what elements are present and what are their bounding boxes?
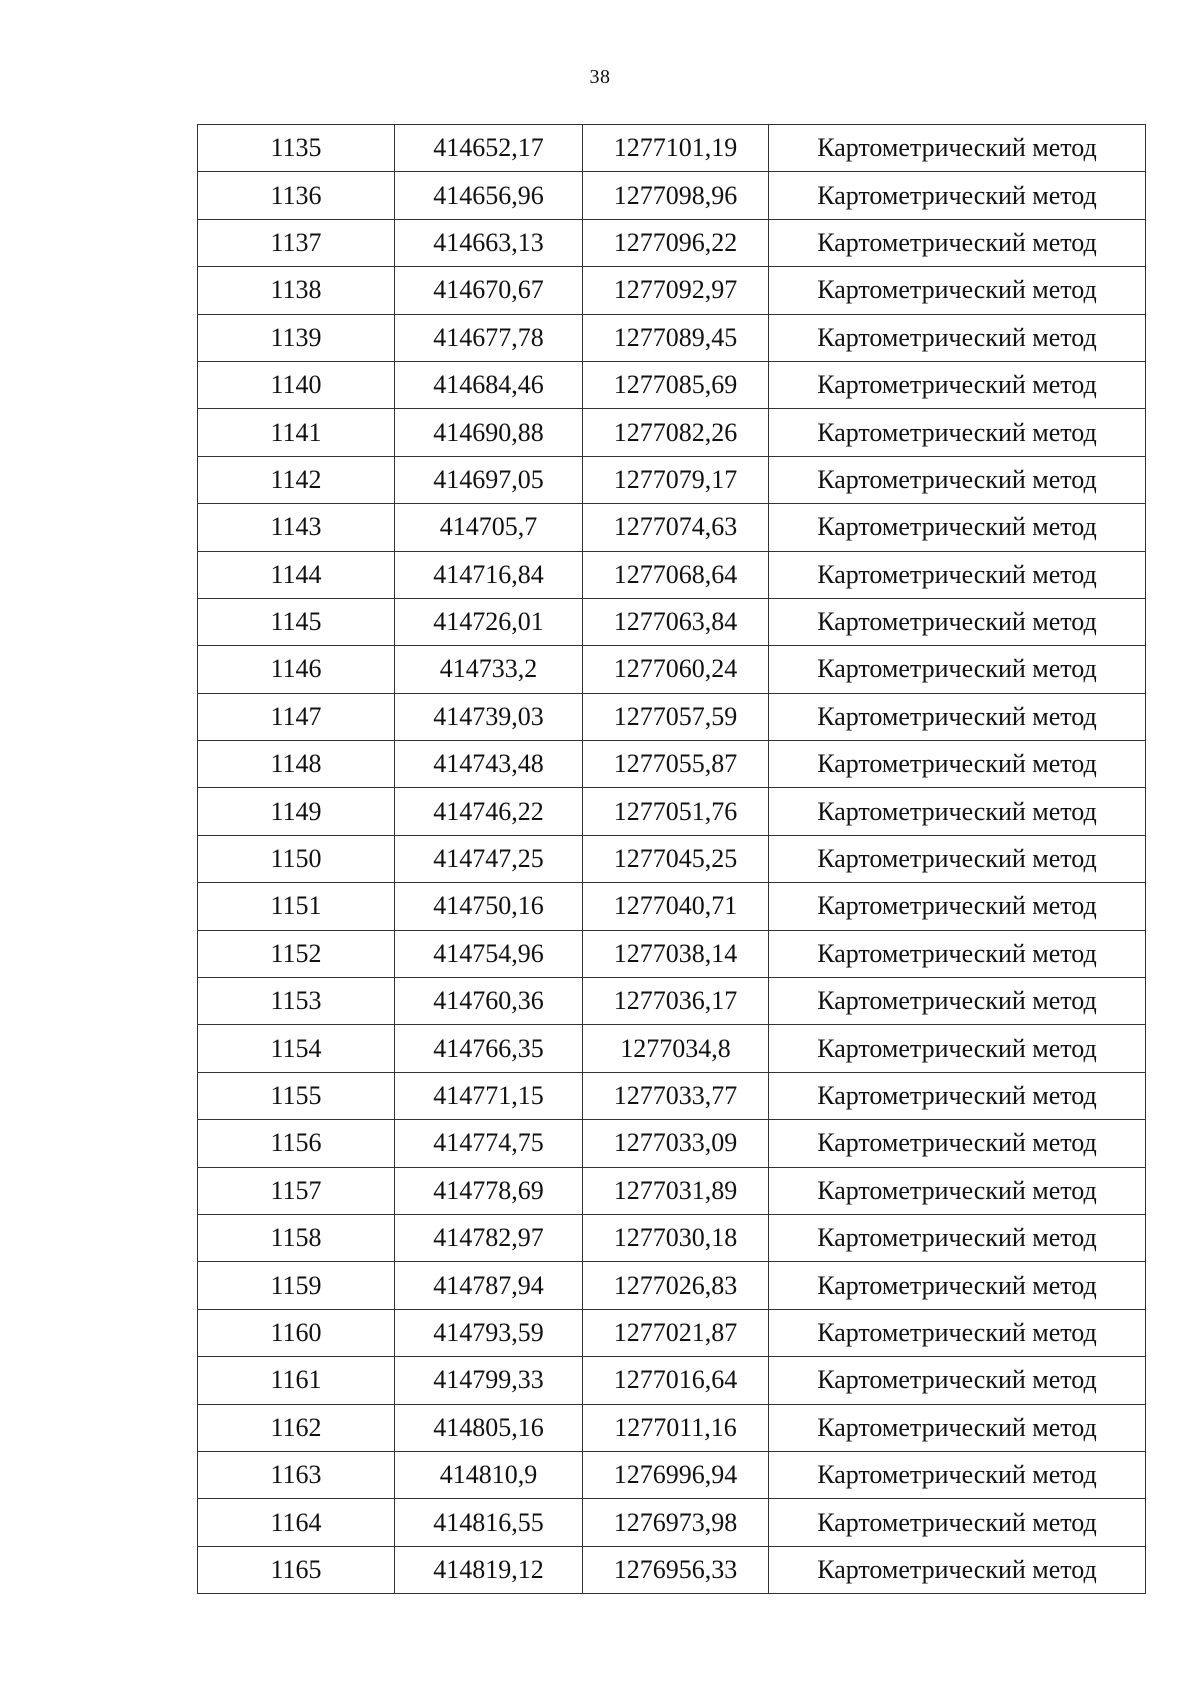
method-cell: Картометрический метод	[769, 978, 1146, 1025]
y-coordinate-cell: 1277101,19	[583, 125, 769, 172]
method-cell: Картометрический метод	[769, 693, 1146, 740]
x-coordinate-cell: 414778,69	[395, 1167, 583, 1214]
method-cell: Картометрический метод	[769, 314, 1146, 361]
table-row	[198, 1546, 1146, 1593]
point-number-cell: 1147	[198, 693, 395, 740]
x-coordinate-cell: 414754,96	[395, 930, 583, 977]
y-coordinate-cell: 1276996,94	[583, 1451, 769, 1498]
table-row	[198, 1214, 1146, 1261]
x-coordinate-cell: 414690,88	[395, 409, 583, 456]
table-row	[198, 1499, 1146, 1546]
x-coordinate-cell: 414684,46	[395, 361, 583, 408]
table-row	[198, 504, 1146, 551]
point-number-cell: 1156	[198, 1120, 395, 1167]
method-cell: Картометрический метод	[769, 551, 1146, 598]
table-row	[198, 1404, 1146, 1451]
x-coordinate-cell: 414810,9	[395, 1451, 583, 1498]
point-number-cell: 1150	[198, 835, 395, 882]
point-number-cell: 1143	[198, 504, 395, 551]
point-number-cell: 1160	[198, 1309, 395, 1356]
y-coordinate-cell: 1277096,22	[583, 219, 769, 266]
point-number-cell: 1148	[198, 741, 395, 788]
point-number-cell: 1155	[198, 1072, 395, 1119]
table-row	[198, 551, 1146, 598]
point-number-cell: 1159	[198, 1262, 395, 1309]
y-coordinate-cell: 1277079,17	[583, 456, 769, 503]
x-coordinate-cell: 414743,48	[395, 741, 583, 788]
method-cell: Картометрический метод	[769, 1404, 1146, 1451]
y-coordinate-cell: 1277031,89	[583, 1167, 769, 1214]
point-number-cell: 1149	[198, 788, 395, 835]
table-row	[198, 314, 1146, 361]
y-coordinate-cell: 1277068,64	[583, 551, 769, 598]
coordinates-table	[197, 124, 1146, 1594]
method-cell: Картометрический метод	[769, 1357, 1146, 1404]
y-coordinate-cell: 1277040,71	[583, 883, 769, 930]
point-number-cell: 1152	[198, 930, 395, 977]
x-coordinate-cell: 414805,16	[395, 1404, 583, 1451]
table-row	[198, 930, 1146, 977]
method-cell: Картометрический метод	[769, 172, 1146, 219]
method-cell: Картометрический метод	[769, 646, 1146, 693]
method-cell: Картометрический метод	[769, 1499, 1146, 1546]
method-cell: Картометрический метод	[769, 125, 1146, 172]
point-number-cell: 1162	[198, 1404, 395, 1451]
method-cell: Картометрический метод	[769, 788, 1146, 835]
y-coordinate-cell: 1277030,18	[583, 1214, 769, 1261]
x-coordinate-cell: 414652,17	[395, 125, 583, 172]
y-coordinate-cell: 1276956,33	[583, 1546, 769, 1593]
point-number-cell: 1145	[198, 598, 395, 645]
point-number-cell: 1141	[198, 409, 395, 456]
y-coordinate-cell: 1277098,96	[583, 172, 769, 219]
method-cell: Картометрический метод	[769, 1309, 1146, 1356]
point-number-cell: 1140	[198, 361, 395, 408]
y-coordinate-cell: 1277033,77	[583, 1072, 769, 1119]
y-coordinate-cell: 1277051,76	[583, 788, 769, 835]
y-coordinate-cell: 1277036,17	[583, 978, 769, 1025]
point-number-cell: 1136	[198, 172, 395, 219]
point-number-cell: 1137	[198, 219, 395, 266]
table-row	[198, 1309, 1146, 1356]
method-cell: Картометрический метод	[769, 504, 1146, 551]
method-cell: Картометрический метод	[769, 361, 1146, 408]
point-number-cell: 1165	[198, 1546, 395, 1593]
point-number-cell: 1153	[198, 978, 395, 1025]
method-cell: Картометрический метод	[769, 883, 1146, 930]
method-cell: Картометрический метод	[769, 598, 1146, 645]
table-row	[198, 788, 1146, 835]
point-number-cell: 1154	[198, 1025, 395, 1072]
y-coordinate-cell: 1277060,24	[583, 646, 769, 693]
x-coordinate-cell: 414747,25	[395, 835, 583, 882]
x-coordinate-cell: 414656,96	[395, 172, 583, 219]
y-coordinate-cell: 1277045,25	[583, 835, 769, 882]
point-number-cell: 1142	[198, 456, 395, 503]
x-coordinate-cell: 414782,97	[395, 1214, 583, 1261]
y-coordinate-cell: 1277089,45	[583, 314, 769, 361]
point-number-cell: 1138	[198, 267, 395, 314]
y-coordinate-cell: 1277034,8	[583, 1025, 769, 1072]
point-number-cell: 1146	[198, 646, 395, 693]
x-coordinate-cell: 414816,55	[395, 1499, 583, 1546]
x-coordinate-cell: 414739,03	[395, 693, 583, 740]
y-coordinate-cell: 1277092,97	[583, 267, 769, 314]
y-coordinate-cell: 1277038,14	[583, 930, 769, 977]
x-coordinate-cell: 414774,75	[395, 1120, 583, 1167]
point-number-cell: 1157	[198, 1167, 395, 1214]
table-row	[198, 835, 1146, 882]
x-coordinate-cell: 414750,16	[395, 883, 583, 930]
y-coordinate-cell: 1277063,84	[583, 598, 769, 645]
x-coordinate-cell: 414766,35	[395, 1025, 583, 1072]
x-coordinate-cell: 414733,2	[395, 646, 583, 693]
method-cell: Картометрический метод	[769, 1025, 1146, 1072]
point-number-cell: 1135	[198, 125, 395, 172]
point-number-cell: 1139	[198, 314, 395, 361]
y-coordinate-cell: 1277016,64	[583, 1357, 769, 1404]
point-number-cell: 1151	[198, 883, 395, 930]
coordinates-table-body	[198, 125, 1146, 1594]
y-coordinate-cell: 1277033,09	[583, 1120, 769, 1167]
y-coordinate-cell: 1277026,83	[583, 1262, 769, 1309]
table-row	[198, 1262, 1146, 1309]
x-coordinate-cell: 414771,15	[395, 1072, 583, 1119]
table-row	[198, 1451, 1146, 1498]
x-coordinate-cell: 414716,84	[395, 551, 583, 598]
y-coordinate-cell: 1277082,26	[583, 409, 769, 456]
table-row	[198, 409, 1146, 456]
point-number-cell: 1161	[198, 1357, 395, 1404]
x-coordinate-cell: 414663,13	[395, 219, 583, 266]
method-cell: Картометрический метод	[769, 1546, 1146, 1593]
y-coordinate-cell: 1277085,69	[583, 361, 769, 408]
table-row	[198, 219, 1146, 266]
x-coordinate-cell: 414670,67	[395, 267, 583, 314]
method-cell: Картометрический метод	[769, 1072, 1146, 1119]
table-row	[198, 172, 1146, 219]
table-row	[198, 1072, 1146, 1119]
x-coordinate-cell: 414697,05	[395, 456, 583, 503]
point-number-cell: 1163	[198, 1451, 395, 1498]
method-cell: Картометрический метод	[769, 1167, 1146, 1214]
table-row	[198, 1167, 1146, 1214]
y-coordinate-cell: 1277055,87	[583, 741, 769, 788]
method-cell: Картометрический метод	[769, 456, 1146, 503]
point-number-cell: 1158	[198, 1214, 395, 1261]
method-cell: Картометрический метод	[769, 741, 1146, 788]
table-row	[198, 883, 1146, 930]
table-row	[198, 1120, 1146, 1167]
method-cell: Картометрический метод	[769, 1451, 1146, 1498]
x-coordinate-cell: 414726,01	[395, 598, 583, 645]
table-row	[198, 1025, 1146, 1072]
x-coordinate-cell: 414760,36	[395, 978, 583, 1025]
method-cell: Картометрический метод	[769, 219, 1146, 266]
y-coordinate-cell: 1276973,98	[583, 1499, 769, 1546]
table-row	[198, 456, 1146, 503]
point-number-cell: 1164	[198, 1499, 395, 1546]
x-coordinate-cell: 414705,7	[395, 504, 583, 551]
method-cell: Картометрический метод	[769, 835, 1146, 882]
x-coordinate-cell: 414746,22	[395, 788, 583, 835]
method-cell: Картометрический метод	[769, 1214, 1146, 1261]
method-cell: Картометрический метод	[769, 409, 1146, 456]
x-coordinate-cell: 414793,59	[395, 1309, 583, 1356]
y-coordinate-cell: 1277021,87	[583, 1309, 769, 1356]
method-cell: Картометрический метод	[769, 267, 1146, 314]
y-coordinate-cell: 1277011,16	[583, 1404, 769, 1451]
table-row	[198, 693, 1146, 740]
page-number: 38	[589, 66, 611, 88]
method-cell: Картометрический метод	[769, 1262, 1146, 1309]
method-cell: Картометрический метод	[769, 1120, 1146, 1167]
x-coordinate-cell: 414819,12	[395, 1546, 583, 1593]
y-coordinate-cell: 1277057,59	[583, 693, 769, 740]
table-row	[198, 741, 1146, 788]
method-cell: Картометрический метод	[769, 930, 1146, 977]
table-row	[198, 125, 1146, 172]
table-row	[198, 598, 1146, 645]
table-row	[198, 1357, 1146, 1404]
table-row	[198, 361, 1146, 408]
point-number-cell: 1144	[198, 551, 395, 598]
table-row	[198, 646, 1146, 693]
table-row	[198, 978, 1146, 1025]
x-coordinate-cell: 414787,94	[395, 1262, 583, 1309]
x-coordinate-cell: 414677,78	[395, 314, 583, 361]
table-row	[198, 267, 1146, 314]
x-coordinate-cell: 414799,33	[395, 1357, 583, 1404]
y-coordinate-cell: 1277074,63	[583, 504, 769, 551]
